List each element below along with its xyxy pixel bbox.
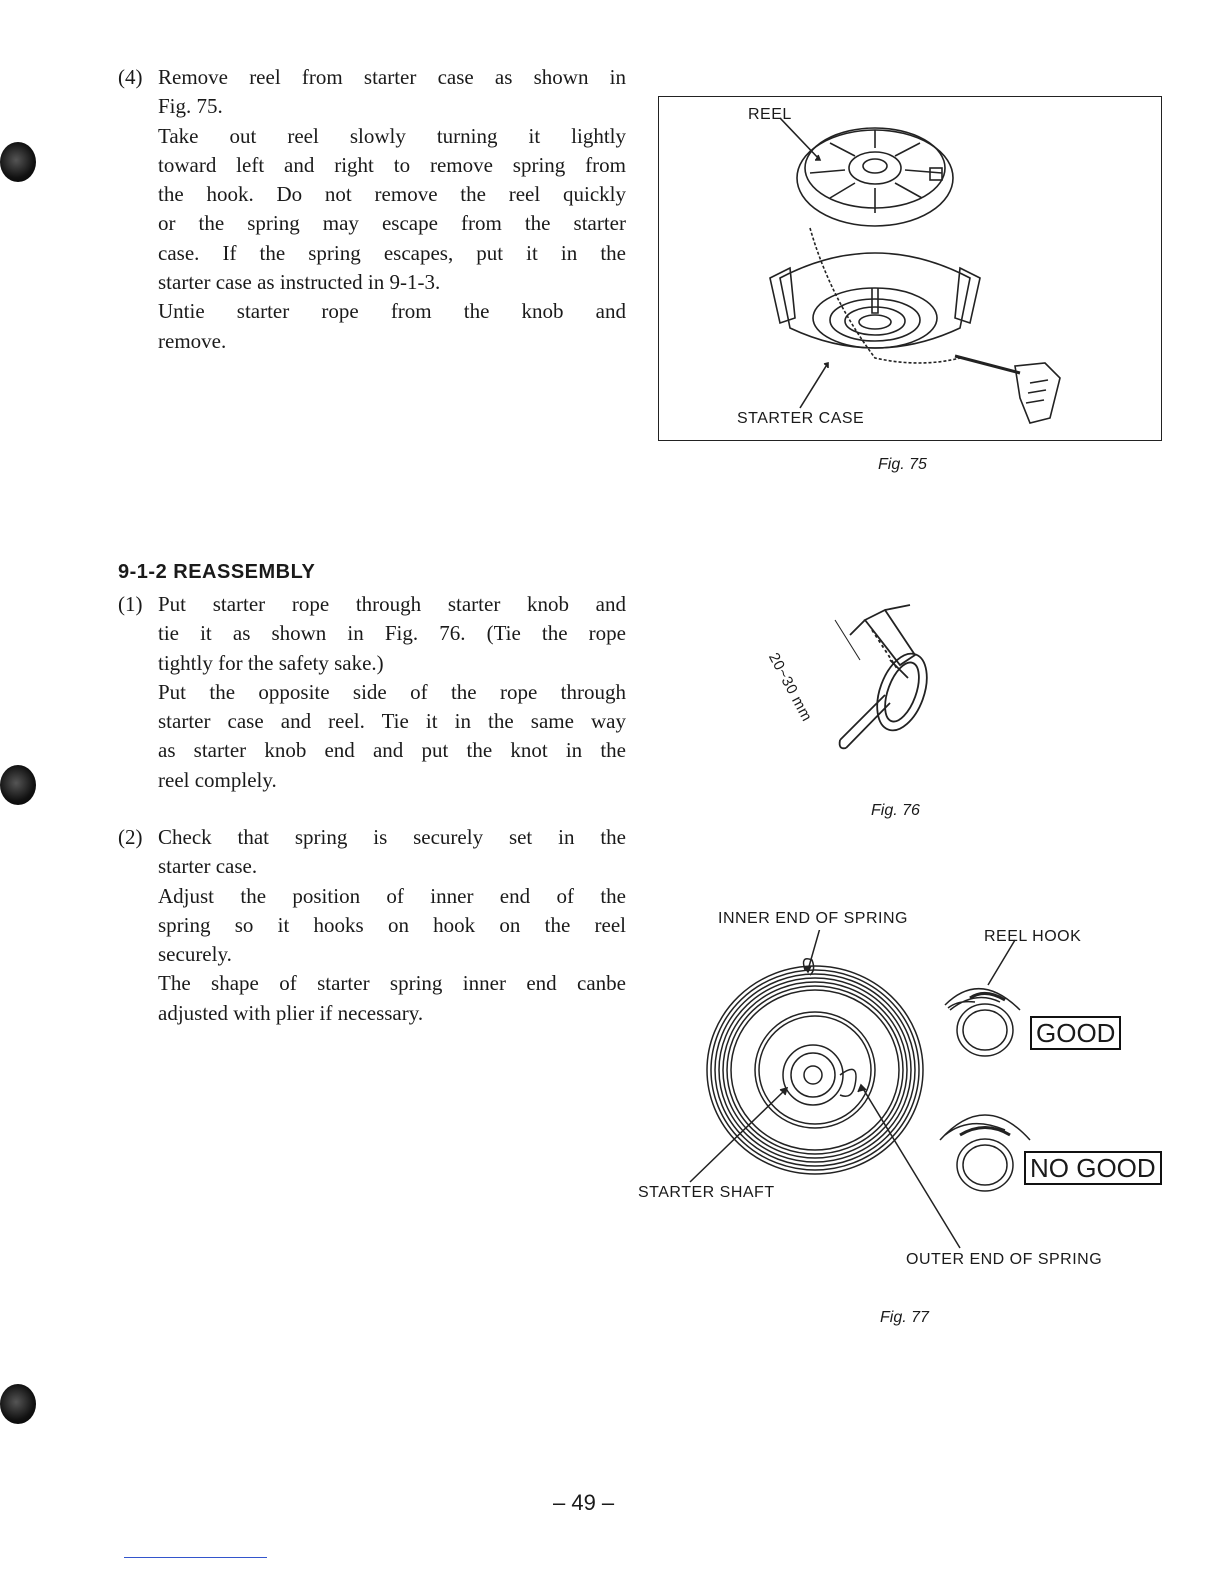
text-line: case. If the spring escapes, put it in the (158, 240, 626, 265)
step-1-paragraph (118, 590, 626, 795)
step-number: (4) (118, 65, 143, 89)
label-outer-end-of-spring: OUTER END OF SPRING (906, 1251, 1103, 1268)
step-number: (1) (118, 592, 143, 616)
text-line: tie it as shown in Fig. 76. (Tie the rope (158, 621, 626, 646)
text-line: starter case. (158, 854, 258, 879)
text-line: or the spring may escape from the starter (158, 211, 626, 236)
text-line: Check that spring is securely set in the (158, 825, 626, 849)
text-line: The shape of starter spring inner end canbe (158, 971, 626, 996)
fig76-dimension-label: 20~30 mm (764, 650, 816, 725)
binder-hole-top (0, 142, 36, 182)
text-line: reel complely. (158, 767, 277, 792)
section-heading: 9-1-2 REASSEMBLY (118, 561, 316, 583)
text-line: securely. (158, 942, 232, 967)
text-line: Put starter rope through starter knob and (158, 592, 626, 616)
step-2-paragraph (118, 823, 626, 1028)
figure-76-knot-drawing (790, 600, 950, 760)
text-line: Fig. 75. (158, 94, 223, 119)
figure-75-caption: Fig. 75 (878, 456, 927, 473)
figure-77-caption: Fig. 77 (880, 1309, 929, 1326)
text-line: remove. (158, 328, 227, 353)
figure-75-drawing (660, 98, 1160, 439)
good-badge: GOOD (1030, 1016, 1121, 1050)
label-starter-case: STARTER CASE (737, 410, 865, 427)
text-line: starter case and reel. Tie it in the same way (158, 709, 626, 734)
bottom-rule (124, 1557, 267, 1558)
text-line: as starter knob end and put the knot in the (158, 738, 626, 763)
label-reel-hook: REEL HOOK (984, 928, 1082, 945)
step-number: (2) (118, 825, 143, 849)
text-line: Put the opposite side of the rope through (158, 679, 626, 704)
page-number: – 49 – (553, 1490, 615, 1515)
text-line: toward left and right to remove spring from (158, 152, 626, 177)
text-line: adjusted with plier if necessary. (158, 1000, 424, 1025)
label-starter-shaft: STARTER SHAFT (638, 1184, 775, 1201)
figure-77-spring-drawing (640, 930, 1180, 1260)
binder-hole-middle (0, 765, 36, 805)
text-line: starter case as instructed in 9-1-3. (158, 270, 441, 295)
text-line: Take out reel slowly turning it lightly (158, 123, 626, 148)
no-good-badge: NO GOOD (1024, 1151, 1162, 1185)
step-4-paragraph (118, 63, 626, 356)
text-line: Untie starter rope from the knob and (158, 299, 626, 324)
label-reel: REEL (748, 106, 792, 123)
figure-76-caption: Fig. 76 (871, 802, 920, 819)
text-line: the hook. Do not remove the reel quickly (158, 182, 626, 207)
text-line: tightly for the safety sake.) (158, 650, 384, 675)
label-inner-end-of-spring: INNER END OF SPRING (718, 910, 908, 927)
binder-hole-bottom (0, 1384, 36, 1424)
text-line: spring so it hooks on hook on the reel (158, 912, 626, 937)
text-line: Adjust the position of inner end of the (158, 883, 626, 908)
text-line: Remove reel from starter case as shown in (158, 65, 626, 89)
